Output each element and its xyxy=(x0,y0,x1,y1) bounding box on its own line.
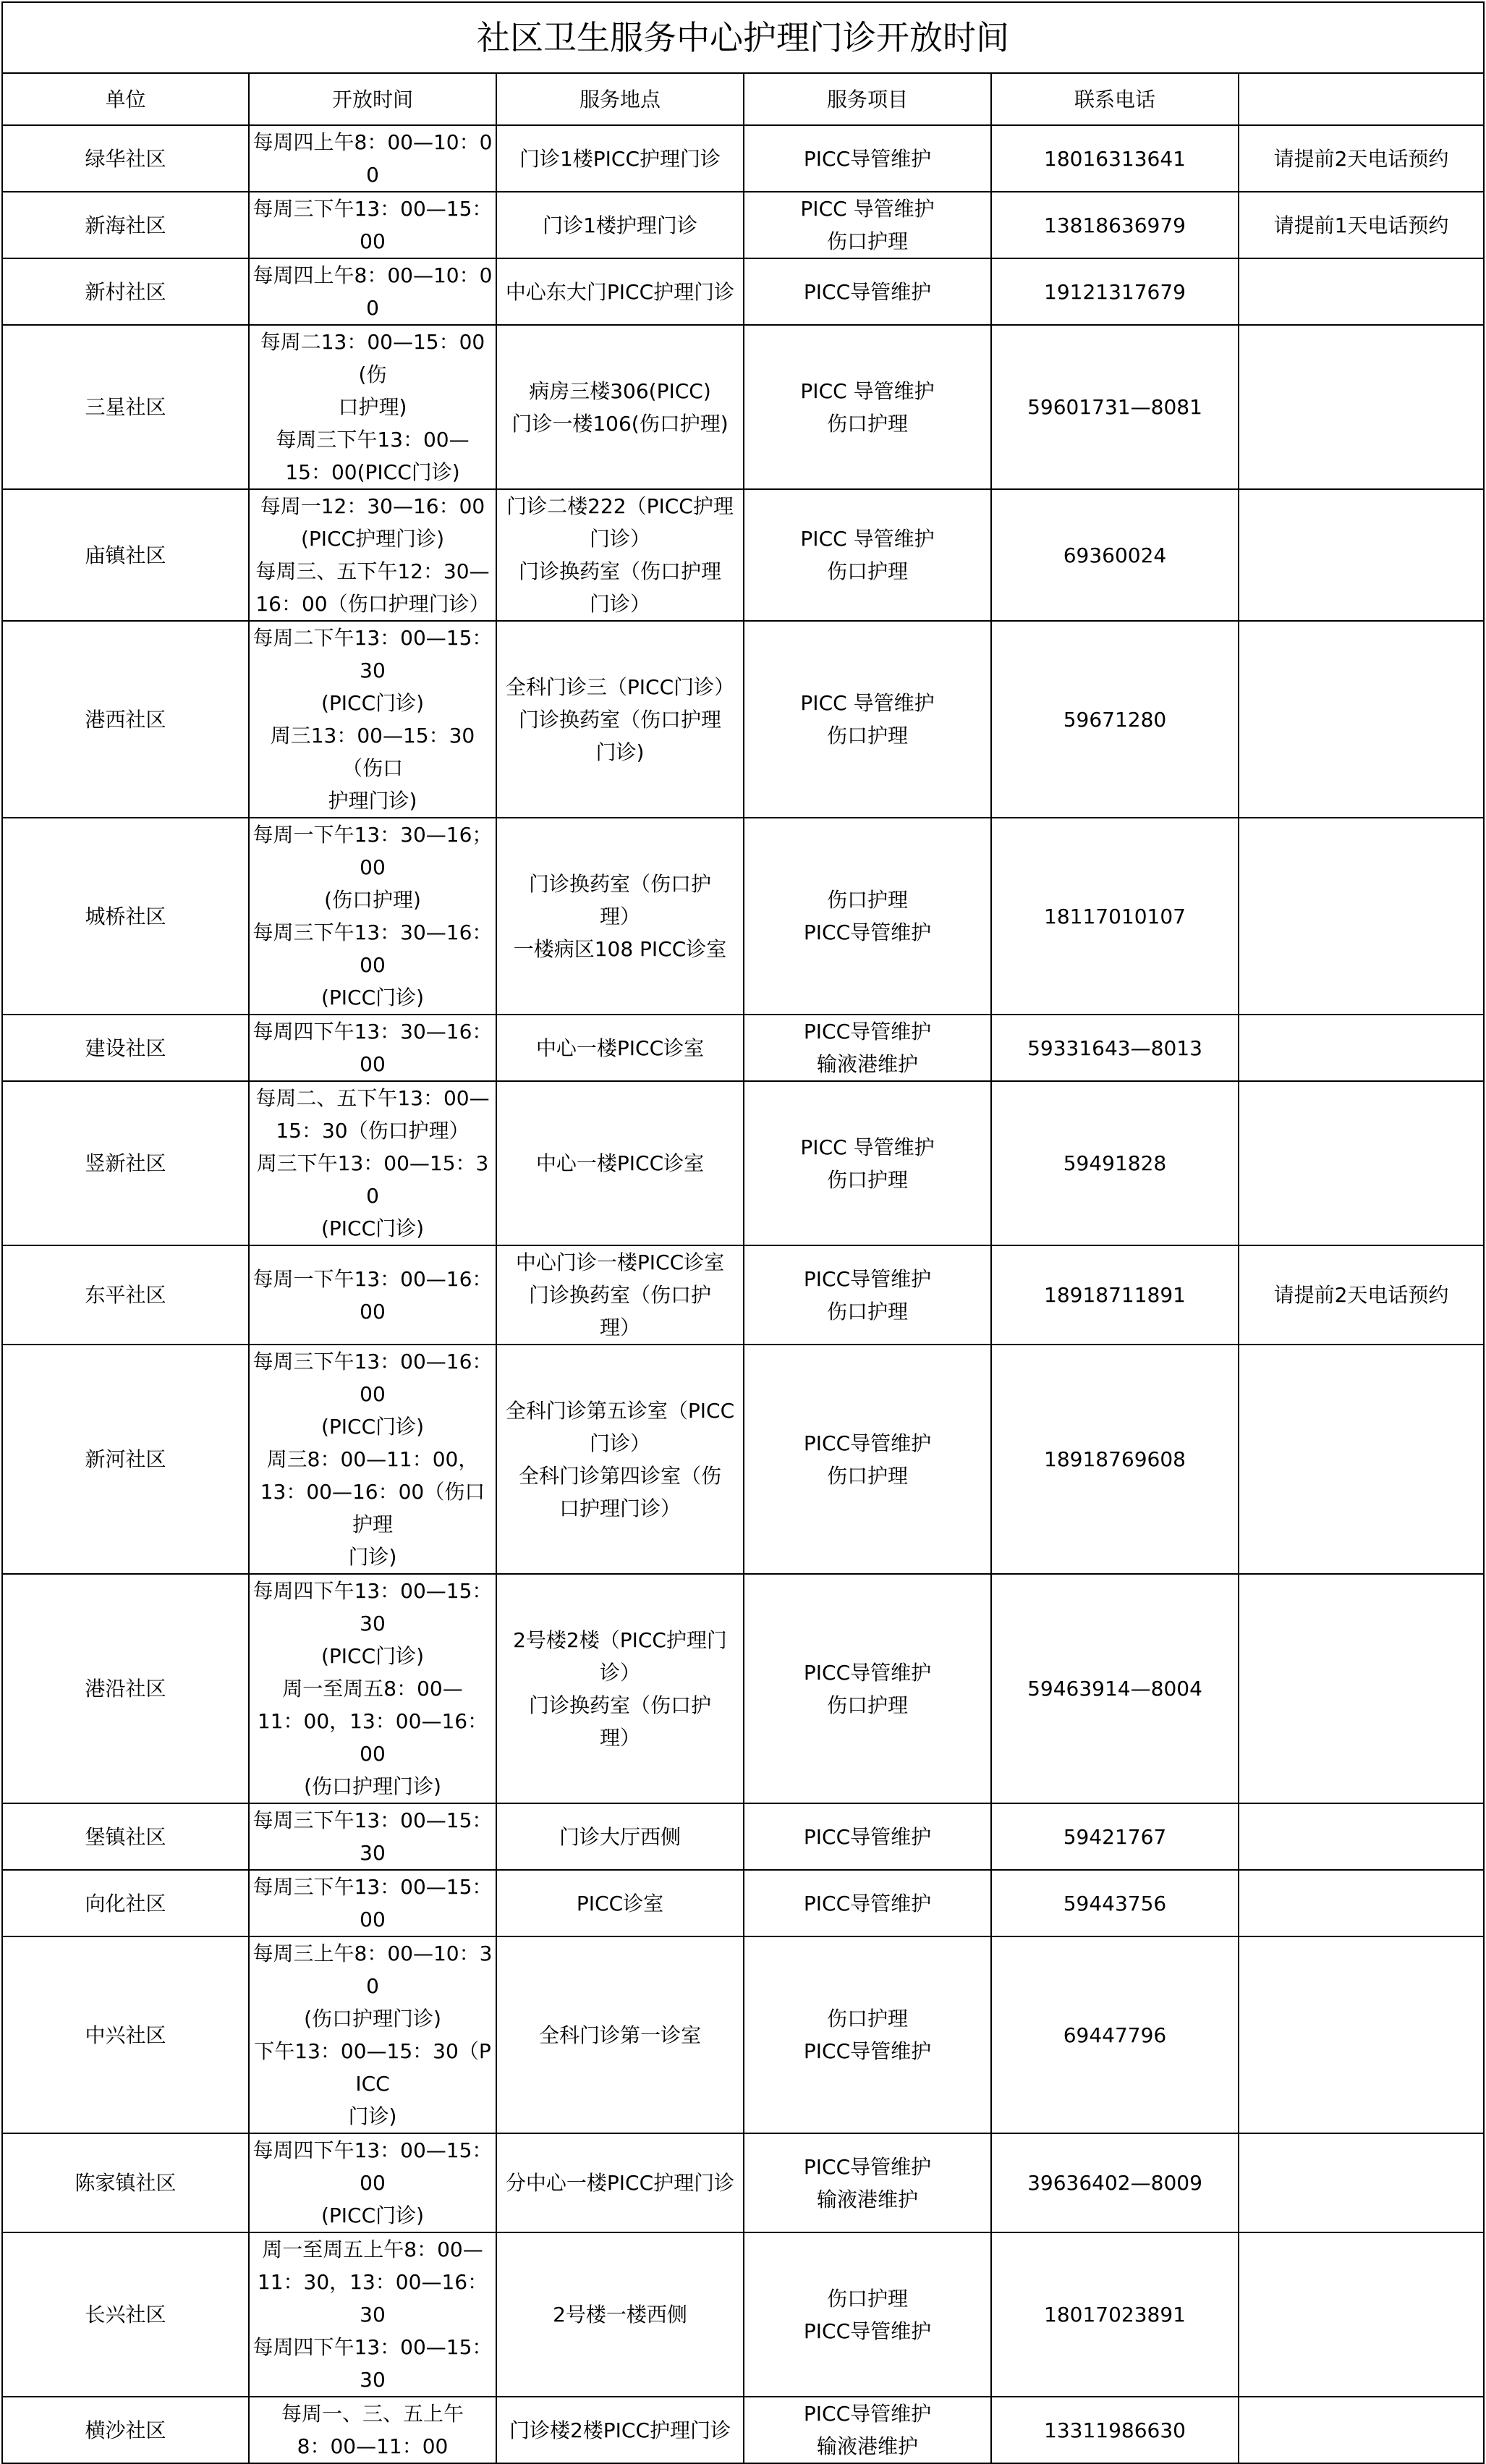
unit-cell: 竖新社区 xyxy=(2,1081,249,1245)
service-cell-line: 伤口护理 xyxy=(826,1693,908,1717)
place-cell xyxy=(496,2133,744,2232)
service-cell-line: PICC导管维护 xyxy=(803,920,932,944)
place-cell-line: 门诊二楼222（PICC护理 xyxy=(506,494,734,518)
place-cell-line: 2号楼2楼（PICC护理门 xyxy=(513,1627,727,1652)
time-cell-line: 周三下午13：00—15：30 xyxy=(256,1151,489,1208)
place-cell-line: 门诊换药室（伤口护理 xyxy=(518,559,721,583)
note-cell xyxy=(1239,489,1484,621)
unit-cell: 三星社区 xyxy=(2,325,249,489)
phone-cell: 59331643—8013 xyxy=(991,1015,1239,1081)
time-cell-line: 每周三下午13：00— xyxy=(276,428,470,452)
table-row xyxy=(2,1345,1484,1574)
table-body xyxy=(2,125,1484,2463)
service-cell xyxy=(744,489,991,621)
time-cell-line: 每周二13：00—15：00(伤 xyxy=(260,330,485,386)
time-cell-line: 口护理) xyxy=(338,395,407,419)
service-cell-line: PICC导管维护 xyxy=(803,2039,932,2063)
place-cell-line: 中心东大门PICC护理门诊 xyxy=(505,279,735,304)
place-cell xyxy=(496,1870,744,1936)
service-cell-line: 伤口护理 xyxy=(826,229,908,253)
note-cell xyxy=(1239,325,1484,489)
service-cell-line: PICC导管维护 xyxy=(803,2319,932,2343)
time-cell-line: 每周一12：30—16：00 xyxy=(260,494,485,518)
table-row xyxy=(2,1245,1484,1345)
time-cell-line: 每周四下午13：00—15：00 xyxy=(252,2138,493,2195)
time-cell-line: 每周二、五下午13：00— xyxy=(255,1086,490,1110)
service-cell xyxy=(744,125,991,192)
time-cell-line: 16：00（伤口护理门诊） xyxy=(255,592,490,616)
time-cell-line: 每周四上午8：00—10：00 xyxy=(252,130,493,187)
service-cell-line: PICC 导管维护 xyxy=(800,197,935,221)
time-cell-line: 每周三下午13：00—15：30 xyxy=(252,1808,493,1865)
place-cell-line: 理） xyxy=(599,904,640,928)
unit-cell: 东平社区 xyxy=(2,1245,249,1345)
place-cell xyxy=(496,1803,744,1870)
note-cell xyxy=(1239,1081,1484,1245)
table-row xyxy=(2,1803,1484,1870)
time-cell xyxy=(249,1936,496,2133)
table-row xyxy=(2,1870,1484,1936)
phone-cell: 39636402—8009 xyxy=(991,2133,1239,2232)
place-cell xyxy=(496,1015,744,1081)
phone-cell: 59491828 xyxy=(991,1081,1239,1245)
place-cell-line: 门诊） xyxy=(589,527,650,551)
time-cell xyxy=(249,2232,496,2397)
place-cell-line: 门诊换药室（伤口护 xyxy=(528,1283,711,1307)
header-contact-phone: 联系电话 xyxy=(991,73,1239,125)
unit-cell: 长兴社区 xyxy=(2,2232,249,2397)
service-cell-line: 输液港维护 xyxy=(816,1052,918,1076)
service-cell xyxy=(744,1245,991,1345)
service-cell-line: 伤口护理 xyxy=(826,411,908,436)
time-cell-line: (PICC门诊) xyxy=(320,1644,425,1668)
time-cell-line: 每周一、三、五上午 xyxy=(281,2402,464,2426)
table-row xyxy=(2,1936,1484,2133)
service-cell-line: 伤口护理 xyxy=(826,1167,908,1192)
place-cell-line: 口护理门诊） xyxy=(559,1496,681,1520)
unit-cell: 陈家镇社区 xyxy=(2,2133,249,2232)
unit-cell: 新村社区 xyxy=(2,258,249,325)
unit-cell: 港西社区 xyxy=(2,621,249,818)
place-cell-line: 中心一楼PICC诊室 xyxy=(535,1151,705,1175)
place-cell xyxy=(496,258,744,325)
service-cell xyxy=(744,1574,991,1803)
place-cell-line: 诊） xyxy=(599,1660,640,1685)
service-cell xyxy=(744,258,991,325)
time-cell-line: (PICC门诊) xyxy=(320,986,425,1009)
phone-cell: 69360024 xyxy=(991,489,1239,621)
time-cell-line: 每周三上午8：00—10：30 xyxy=(252,1942,493,1998)
table-title: 社区卫生服务中心护理门诊开放时间 xyxy=(2,2,1484,73)
place-cell-line: 门诊） xyxy=(589,1431,650,1455)
time-cell-line: 下午13：00—15：30（PICC xyxy=(254,2039,491,2096)
service-cell xyxy=(744,818,991,1015)
service-cell-line: PICC 导管维护 xyxy=(800,691,935,715)
time-cell-line: 11：30，13：00—16：30 xyxy=(257,2270,488,2327)
time-cell-line: 15：00(PICC门诊) xyxy=(285,460,460,484)
header-unit: 单位 xyxy=(2,73,249,125)
place-cell xyxy=(496,489,744,621)
time-cell xyxy=(249,489,496,621)
unit-cell: 横沙社区 xyxy=(2,2397,249,2463)
time-cell xyxy=(249,1574,496,1803)
phone-cell: 19121317679 xyxy=(991,258,1239,325)
time-cell-line: 护理门诊) xyxy=(328,789,417,813)
time-cell xyxy=(249,1803,496,1870)
table-row xyxy=(2,2397,1484,2463)
time-cell-line: (伤口护理门诊) xyxy=(304,2007,441,2031)
place-cell xyxy=(496,2232,744,2397)
unit-cell: 中兴社区 xyxy=(2,1936,249,2133)
phone-cell: 18016313641 xyxy=(991,125,1239,192)
table-row xyxy=(2,489,1484,621)
place-cell-line: 全科门诊第四诊室（伤 xyxy=(518,1463,721,1488)
service-cell-line: PICC导管维护 xyxy=(803,279,932,304)
time-cell xyxy=(249,1081,496,1245)
note-cell xyxy=(1239,1574,1484,1803)
time-cell-line: (PICC门诊) xyxy=(320,691,425,715)
service-cell xyxy=(744,192,991,258)
time-cell xyxy=(249,125,496,192)
place-cell-line: 门诊1楼PICC护理门诊 xyxy=(519,146,721,171)
place-cell xyxy=(496,2397,744,2463)
service-cell xyxy=(744,2397,991,2463)
service-cell-line: 伤口护理 xyxy=(826,2007,908,2031)
table-row xyxy=(2,2133,1484,2232)
header-open-time: 开放时间 xyxy=(249,73,496,125)
place-cell xyxy=(496,1245,744,1345)
phone-cell: 59601731—8081 xyxy=(991,325,1239,489)
time-cell xyxy=(249,325,496,489)
service-cell xyxy=(744,1015,991,1081)
note-cell: 请提前2天电话预约 xyxy=(1239,1245,1484,1345)
place-cell-line: 理） xyxy=(599,1316,640,1339)
time-cell-line: 每周一下午13：00—16：00 xyxy=(252,1266,493,1324)
note-cell xyxy=(1239,1803,1484,1870)
place-cell xyxy=(496,818,744,1015)
place-cell-line: 门诊换药室（伤口护 xyxy=(528,1693,711,1717)
header-service-items: 服务项目 xyxy=(744,73,991,125)
time-cell-line: 每周三下午13：00—15：00 xyxy=(252,1875,493,1931)
table-row xyxy=(2,192,1484,258)
service-cell-line: 伤口护理 xyxy=(826,559,908,583)
service-cell-line: 输液港维护 xyxy=(816,2434,918,2458)
service-cell-line: 伤口护理 xyxy=(826,2286,908,2311)
table-row xyxy=(2,2232,1484,2397)
note-cell xyxy=(1239,1870,1484,1936)
time-cell-line: 门诊) xyxy=(348,1545,397,1569)
time-cell-line: 11：00，13：00—16：00 xyxy=(257,1709,488,1766)
service-cell-line: PICC 导管维护 xyxy=(800,1135,935,1159)
unit-cell: 堡镇社区 xyxy=(2,1803,249,1870)
note-cell xyxy=(1239,2133,1484,2232)
phone-cell: 59671280 xyxy=(991,621,1239,818)
service-cell-line: PICC导管维护 xyxy=(803,1020,932,1043)
phone-cell: 59421767 xyxy=(991,1803,1239,1870)
service-cell-line: 伤口护理 xyxy=(826,1463,908,1488)
unit-cell: 新海社区 xyxy=(2,192,249,258)
note-cell xyxy=(1239,1936,1484,2133)
time-cell-line: 周三8：00—11：00， xyxy=(266,1447,479,1471)
table-row xyxy=(2,125,1484,192)
phone-cell: 59443756 xyxy=(991,1870,1239,1936)
service-cell-line: PICC导管维护 xyxy=(803,1431,932,1455)
place-cell-line: 全科门诊三（PICC门诊） xyxy=(505,674,735,699)
time-cell-line: (PICC护理门诊) xyxy=(300,527,445,551)
time-cell xyxy=(249,2133,496,2232)
time-cell xyxy=(249,1345,496,1574)
service-cell-line: PICC导管维护 xyxy=(803,1891,932,1915)
place-cell-line: 门诊换药室（伤口护 xyxy=(528,871,711,896)
phone-cell: 13818636979 xyxy=(991,192,1239,258)
note-cell: 请提前2天电话预约 xyxy=(1239,125,1484,192)
place-cell xyxy=(496,1574,744,1803)
time-cell-line: (伤口护理) xyxy=(324,888,421,912)
service-cell-line: 伤口护理 xyxy=(826,724,908,748)
place-cell xyxy=(496,1081,744,1245)
phone-cell: 18918769608 xyxy=(991,1345,1239,1574)
header-note xyxy=(1239,73,1484,125)
header-service-location: 服务地点 xyxy=(496,73,744,125)
time-cell-line: 每周四下午13：00—15：30 xyxy=(252,1579,493,1635)
place-cell xyxy=(496,125,744,192)
time-cell-line: (伤口护理门诊) xyxy=(304,1774,441,1798)
service-cell-line: PICC导管维护 xyxy=(803,2154,932,2179)
time-cell xyxy=(249,1015,496,1081)
service-cell xyxy=(744,2232,991,2397)
service-cell xyxy=(744,1803,991,1870)
service-cell xyxy=(744,1936,991,2133)
place-cell xyxy=(496,325,744,489)
schedule-table xyxy=(1,1,1485,2464)
time-cell-line: 门诊) xyxy=(348,2104,397,2128)
place-cell-line: 门诊换药室（伤口护理 xyxy=(518,707,721,732)
place-cell xyxy=(496,621,744,818)
service-cell xyxy=(744,325,991,489)
time-cell-line: 每周一下午13：30—16；00 xyxy=(252,823,493,879)
table-row xyxy=(2,818,1484,1015)
place-cell-line: 中心一楼PICC诊室 xyxy=(535,1036,705,1060)
time-cell-line: 8：00—11：00 xyxy=(297,2434,449,2458)
note-cell xyxy=(1239,2232,1484,2397)
place-cell-line: 门诊一楼106(伤口护理) xyxy=(511,411,729,436)
service-cell-line: PICC导管维护 xyxy=(803,1266,932,1291)
time-cell xyxy=(249,192,496,258)
time-cell-line: 每周四上午8：00—10：00 xyxy=(252,263,493,320)
phone-cell: 13311986630 xyxy=(991,2397,1239,2463)
unit-cell: 建设社区 xyxy=(2,1015,249,1081)
time-cell-line: 每周三下午13：00—15：00 xyxy=(252,197,493,253)
table-row xyxy=(2,258,1484,325)
place-cell xyxy=(496,1936,744,2133)
time-cell-line: 每周三、五下午12：30— xyxy=(255,559,490,583)
unit-cell: 庙镇社区 xyxy=(2,489,249,621)
unit-cell: 港沿社区 xyxy=(2,1574,249,1803)
place-cell-line: 病房三楼306(PICC) xyxy=(529,378,711,403)
unit-cell: 城桥社区 xyxy=(2,818,249,1015)
time-cell-line: 15：30（伤口护理） xyxy=(276,1119,470,1143)
service-cell-line: PICC导管维护 xyxy=(803,1824,932,1849)
service-cell xyxy=(744,621,991,818)
time-cell-line: (PICC门诊) xyxy=(320,2203,425,2227)
time-cell-line: 每周二下午13：00—15：30 xyxy=(252,626,493,682)
table-row xyxy=(2,1015,1484,1081)
service-cell xyxy=(744,1345,991,1574)
time-cell xyxy=(249,1245,496,1345)
note-cell xyxy=(1239,621,1484,818)
service-cell-line: 伤口护理 xyxy=(826,888,908,912)
time-cell xyxy=(249,818,496,1015)
place-cell-line: 全科门诊第一诊室 xyxy=(538,2023,701,2047)
place-cell-line: 门诊) xyxy=(595,740,645,764)
note-cell xyxy=(1239,1345,1484,1574)
place-cell xyxy=(496,192,744,258)
place-cell-line: 一楼病区108 PICC诊室 xyxy=(513,936,727,961)
time-cell xyxy=(249,258,496,325)
note-cell xyxy=(1239,258,1484,325)
time-cell-line: 周一至周五8：00— xyxy=(282,1677,463,1701)
place-cell-line: 2号楼一楼西侧 xyxy=(553,2303,687,2327)
place-cell xyxy=(496,1345,744,1574)
place-cell-line: 门诊楼2楼PICC护理门诊 xyxy=(509,2418,731,2442)
time-cell-line: (PICC门诊) xyxy=(320,1415,425,1439)
service-cell-line: 伤口护理 xyxy=(826,1299,908,1324)
unit-cell: 向化社区 xyxy=(2,1870,249,1936)
note-cell xyxy=(1239,1015,1484,1081)
table-row xyxy=(2,325,1484,489)
time-cell-line: 每周三下午13：00—16：00 xyxy=(252,1350,493,1406)
place-cell-line: 门诊1楼护理门诊 xyxy=(543,213,697,237)
time-cell-line: (PICC门诊) xyxy=(320,1216,425,1240)
service-cell-line: 输液港维护 xyxy=(816,2187,918,2211)
note-cell xyxy=(1239,818,1484,1015)
place-cell-line: 门诊大厅西侧 xyxy=(559,1824,681,1849)
time-cell-line: 周三13：00—15：30（伤口 xyxy=(270,724,475,780)
place-cell-line: 全科门诊第五诊室（PICC xyxy=(505,1398,735,1423)
service-cell-line: PICC 导管维护 xyxy=(800,378,935,403)
time-cell-line: 13：00—16：00（伤口护理 xyxy=(260,1480,485,1536)
service-cell-line: PICC导管维护 xyxy=(803,2402,932,2426)
place-cell-line: 分中心一楼PICC护理门诊 xyxy=(505,2171,735,2195)
phone-cell: 18017023891 xyxy=(991,2232,1239,2397)
service-cell xyxy=(744,1870,991,1936)
service-cell-line: PICC导管维护 xyxy=(803,1660,932,1685)
place-cell-line: 中心门诊一楼PICC诊室 xyxy=(515,1250,725,1274)
time-cell-line: 每周三下午13：30—16：00 xyxy=(252,920,493,977)
place-cell-line: 门诊） xyxy=(589,592,650,616)
service-cell-line: PICC 导管维护 xyxy=(800,527,935,551)
table-row xyxy=(2,1574,1484,1803)
unit-cell: 绿华社区 xyxy=(2,125,249,192)
phone-cell: 18918711891 xyxy=(991,1245,1239,1345)
note-cell: 请提前1天电话预约 xyxy=(1239,192,1484,258)
phone-cell: 59463914—8004 xyxy=(991,1574,1239,1803)
table-row xyxy=(2,1081,1484,1245)
service-cell xyxy=(744,2133,991,2232)
time-cell-line: 周一至周五上午8：00— xyxy=(262,2238,483,2261)
time-cell xyxy=(249,2397,496,2463)
time-cell-line: 每周四下午13：00—15：30 xyxy=(252,2335,493,2392)
service-cell xyxy=(744,1081,991,1245)
unit-cell: 新河社区 xyxy=(2,1345,249,1574)
phone-cell: 18117010107 xyxy=(991,818,1239,1015)
place-cell-line: 理） xyxy=(599,1725,640,1750)
table-row xyxy=(2,621,1484,818)
service-cell-line: PICC导管维护 xyxy=(803,146,932,171)
place-cell-line: PICC诊室 xyxy=(576,1891,664,1915)
time-cell-line: 每周四下午13：30—16：00 xyxy=(252,1020,493,1076)
phone-cell: 69447796 xyxy=(991,1936,1239,2133)
time-cell xyxy=(249,621,496,818)
note-cell xyxy=(1239,2397,1484,2463)
time-cell xyxy=(249,1870,496,1936)
